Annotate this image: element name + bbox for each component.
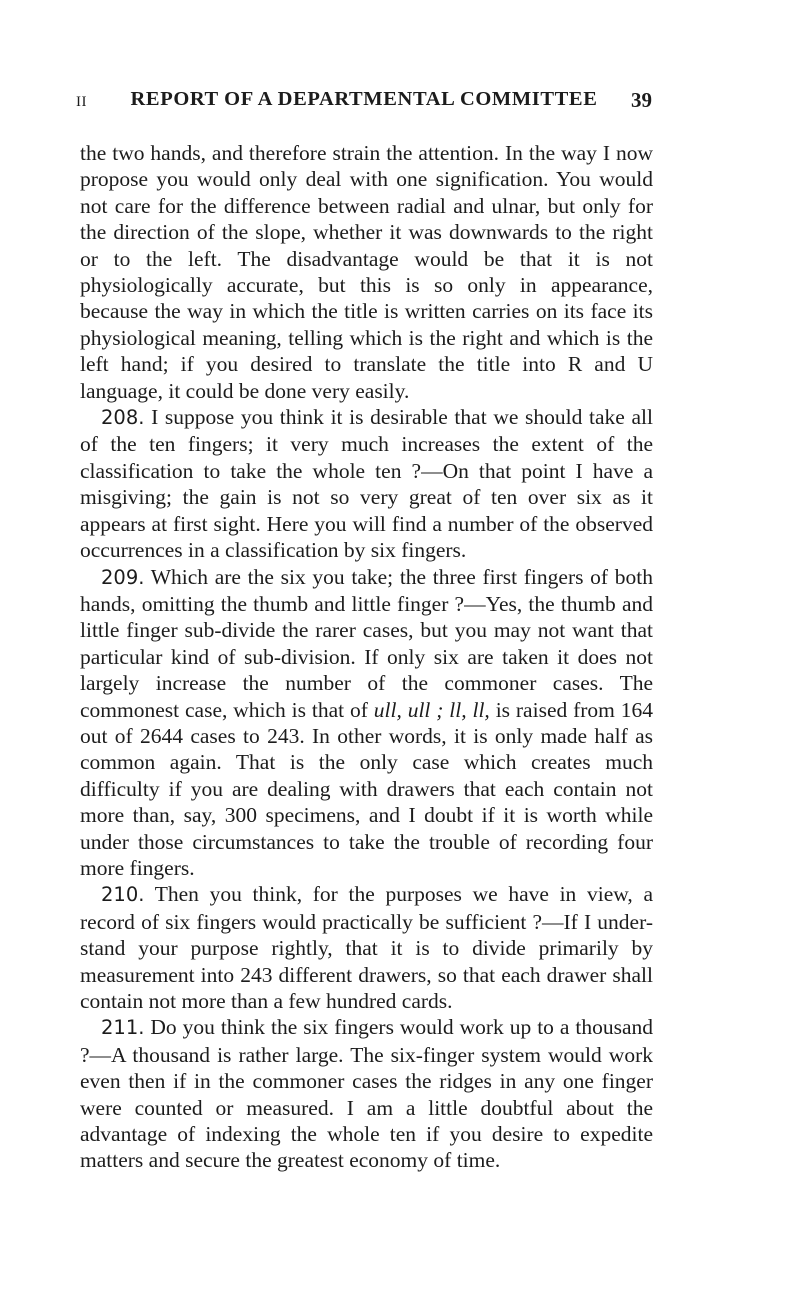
body-text xyxy=(80,140,653,1174)
paragraph-continuation xyxy=(80,140,653,404)
running-header xyxy=(76,88,652,114)
question-number: 208. xyxy=(101,406,145,430)
paragraph-text: Do you think the six fingers would work up to a thousand ?—A thousand is rather large. The six-finger system would work even then if in the commoner cases the ridges in any one finger were counted or measured. I am a little doubtful about the advantage of indexing the whole ten if you desire to expedite matters and secure the greatest economy of time. xyxy=(80,1015,654,1173)
paragraph-text: I suppose you think it is desirable that we should take all of the ten fingers; it very much increases the extent of the classification to take the whole ten ?—On that point I have a misgiving; the gain is not so very great of ten over six as it appears at first sight. Here you will find a number of the observed occurrences in a classification by six fingers. xyxy=(80,405,653,563)
paragraph-text: Which are the six you take; the three first fingers of both hands, omitting the thumb and little finger ?—Yes, the thumb and little finger sub-divide the rarer cases, but you may not want that particular kind of sub-division. If only six are taken it does not largely increase the number of the commoner cases. The commonest case, which is that of xyxy=(80,564,653,722)
paragraph-question-208 xyxy=(80,404,653,563)
paragraph-text: is raised from 164 out of 2644 cases to 243. In other words, it is only made half as common again. That is the only case which creates much difficulty if you are dealing with drawers that each contain not more than, say, 300 specimens, and I doubt if it is worth while under those circumstances to take the trouble of recording four more fingers. xyxy=(80,697,654,880)
paragraph-question-210 xyxy=(80,881,653,1014)
paragraph-question-211 xyxy=(80,1014,653,1173)
question-number: 210. xyxy=(101,883,145,907)
question-number: 209. xyxy=(101,565,145,589)
chapter-number: II xyxy=(76,94,87,110)
paragraph-question-209 xyxy=(80,564,653,882)
formula-italic: ull, ull ; ll, ll, xyxy=(373,697,490,722)
question-number: 211. xyxy=(101,1016,145,1040)
paragraph-text: the two hands, and therefore strain the attention. In the way I now propose you would only deal with one signification. You would not care for the difference between radial and ulnar, but only for the direction of the slope, whether it was downwards to the right or to the left. The disadvantage would be that it is not physiologically accurate, but this is so only in appearance, because the way in which the title is written carries on its face its physiological meaning, telling which is the right and which is the left hand; if you desired to translate the title into R and U language, it could be done very easily. xyxy=(80,141,653,403)
paragraph-text: Then you think, for the purposes we have in view, a record of six fingers would practically be sufficient ?—If I under-stand your purpose rightly, that it is to divide primarily by measurement into 243 different drawers, so that each drawer shall contain not more than a few hundred cards. xyxy=(80,882,653,1013)
running-title: REPORT OF A DEPARTMENTAL COMMITTEE xyxy=(130,88,598,110)
page-number: 39 xyxy=(631,88,652,112)
